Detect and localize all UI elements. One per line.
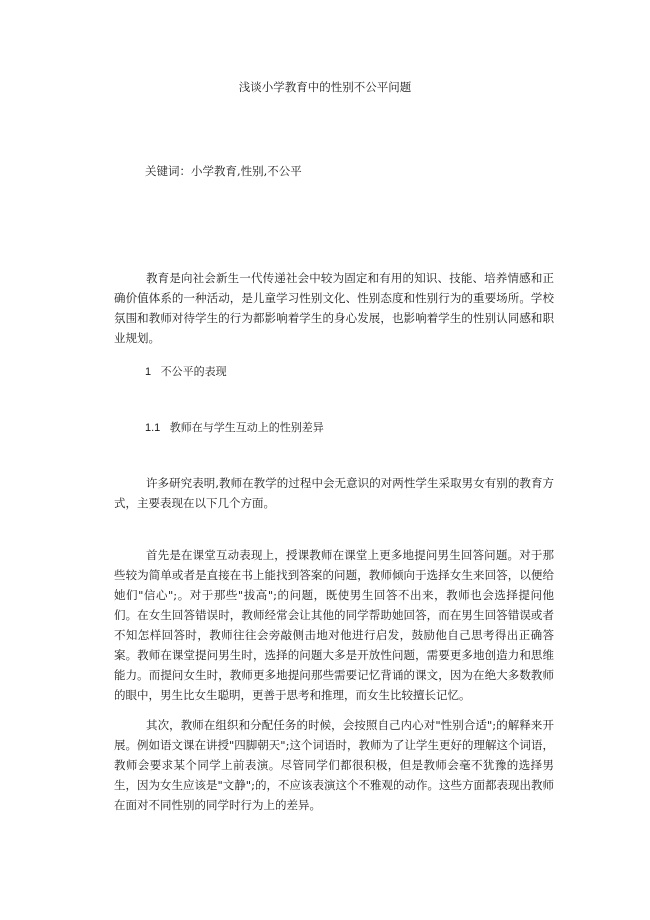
keywords-line: 关键词：小学教育,性别,不公平: [145, 164, 302, 178]
intro-paragraph: 教育是向社会新生一代传递社会中较为固定和有用的知识、技能、培养情感和正确价值体系的一种活动，是儿童学习性别文化、性别态度和性别行为的重要场所。学校氛围和教师对待学生的行为都影响着学生的身心发展，也影响着学生的性别认同感和职业规划。: [114, 271, 554, 345]
body-paragraph-1: 许多研究表明,教师在教学的过程中会无意识的对两性学生采取男女有别的教育方式，主要表现在以下几个方面。: [114, 476, 554, 510]
body-paragraph-2: 首先是在课堂互动表现上，授课教师在课堂上更多地提问男生回答问题。对于那些较为简单或者是直接在书上能找到答案的问题，教师倾向于选择女生来回答，以便给她们"信心";。对于那些"拔高";的问题，既使男生回答不出来，教师也会选择提问他们。在女生回答错误时，教师经常会让其他的同学帮助她回答，而在男生回答错误或者不知怎样回答时，教师往往会旁敲侧击地对他进行启发，鼓励他自己思考得出正确答案。教师在课堂提问男生时，选择的问题大多是开放性问题，需要更多地创造力和思维能力。而提问女生时，教师更多地提问那些需要记忆背诵的课文，因为在绝大多数教师的眼中，男生比女生聪明，更善于思考和推理，而女生比较擅长记忆。: [114, 548, 554, 702]
section-heading-1: [145, 364, 227, 380]
section-number: 1: [145, 366, 152, 378]
section-heading-1-1: [145, 420, 324, 436]
body-paragraph-3: 其次，教师在组织和分配任务的时候，会按照自己内心对"性别合适";的解释来开展。例如语文课在讲授"四脚朝天";这个词语时，教师为了让学生更好的理解这个词语，教师会要求某个同学上前表演。尽管同学们都很积极，但是教师会毫不犹豫的选择男生，因为女生应该是"文静";的，不应该表演这个不雅观的动作。这些方面都表现出教师在面对不同性别的同学时行为上的差异。: [114, 718, 554, 812]
page-title: 浅谈小学教育中的性别不公平问题: [238, 80, 412, 94]
section-number: 1.1: [145, 422, 161, 434]
section-label: 教师在与学生互动上的性别差异: [169, 421, 324, 434]
section-label: 不公平的表现: [160, 365, 227, 378]
